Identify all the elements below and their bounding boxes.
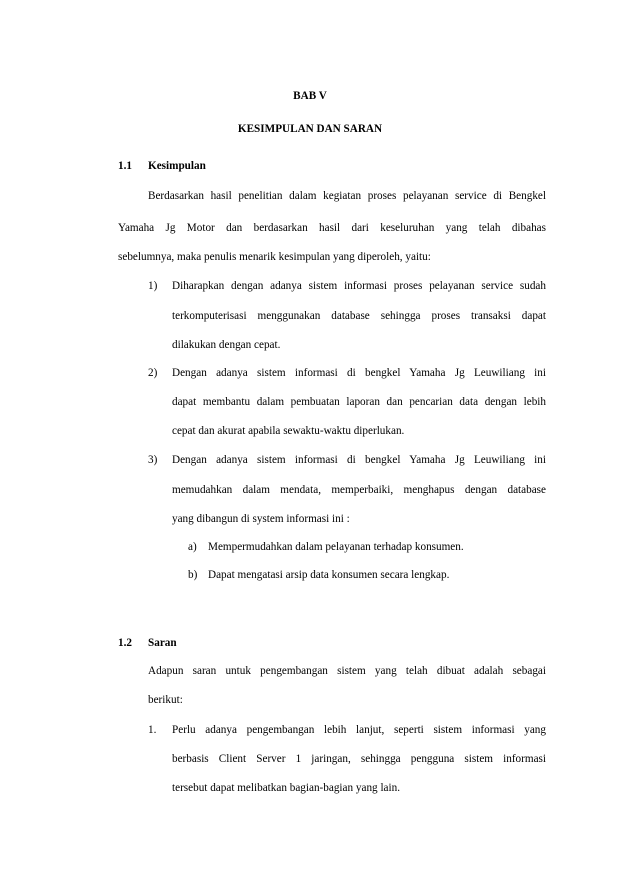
section-title: Kesimpulan [148,160,206,172]
section-title: Saran [148,637,177,649]
list-marker: 1) [148,280,158,292]
list-item-line: terkomputerisasi menggunakan database sehingga proses transaksi dapat [172,310,546,322]
list-item-line: berbasis Client Server 1 jaringan, sehingga pengguna sistem informasi [172,753,546,765]
list-item-line: tersebut dapat melibatkan bagian-bagian yang lain. [172,782,401,794]
paragraph-line: berikut: [148,694,183,706]
paragraph-line: Berdasarkan hasil penelitian dalam kegiatan proses pelayanan service di Bengkel [148,190,546,202]
list-item-line: Dengan adanya sistem informasi di bengkel Yamaha Jg Leuwiliang ini [172,367,546,379]
list-marker: 1. [148,724,157,736]
list-item-line: dilakukan dengan cepat. [172,339,281,351]
sublist-item: Dapat mengatasi arsip data konsumen secara lengkap. [208,569,450,581]
sublist-item: Mempermudahkan dalam pelayanan terhadap konsumen. [208,541,464,553]
list-marker: 2) [148,367,158,379]
sublist-marker: b) [188,569,198,581]
section-number: 1.1 [118,160,132,172]
paragraph-line: Yamaha Jg Motor dan berdasarkan hasil dari keseluruhan yang telah dibahas [118,222,546,234]
list-marker: 3) [148,454,158,466]
section-number: 1.2 [118,637,132,649]
list-item-line: memudahkan dalam mendata, memperbaiki, menghapus dengan database [172,484,546,496]
list-item-line: yang dibangun di system informasi ini : [172,513,350,525]
paragraph-line: Adapun saran untuk pengembangan sistem yang telah dibuat adalah sebagai [148,665,546,677]
paragraph-line: sebelumnya, maka penulis menarik kesimpulan yang diperoleh, yaitu: [118,251,431,263]
chapter-subtitle: KESIMPULAN DAN SARAN [237,123,383,135]
list-item-line: Dengan adanya sistem informasi di bengkel Yamaha Jg Leuwiliang ini [172,454,546,466]
chapter-title: BAB V [293,90,327,102]
list-item-line: Diharapkan dengan adanya sistem informasi proses pelayanan service sudah [172,280,546,292]
sublist-marker: a) [188,541,197,553]
list-item-line: Perlu adanya pengembangan lebih lanjut, seperti sistem informasi yang [172,724,546,736]
list-item-line: dapat membantu dalam pembuatan laporan dan pencarian data dengan lebih [172,396,546,408]
list-item-line: cepat dan akurat apabila sewaktu-waktu diperlukan. [172,425,405,437]
